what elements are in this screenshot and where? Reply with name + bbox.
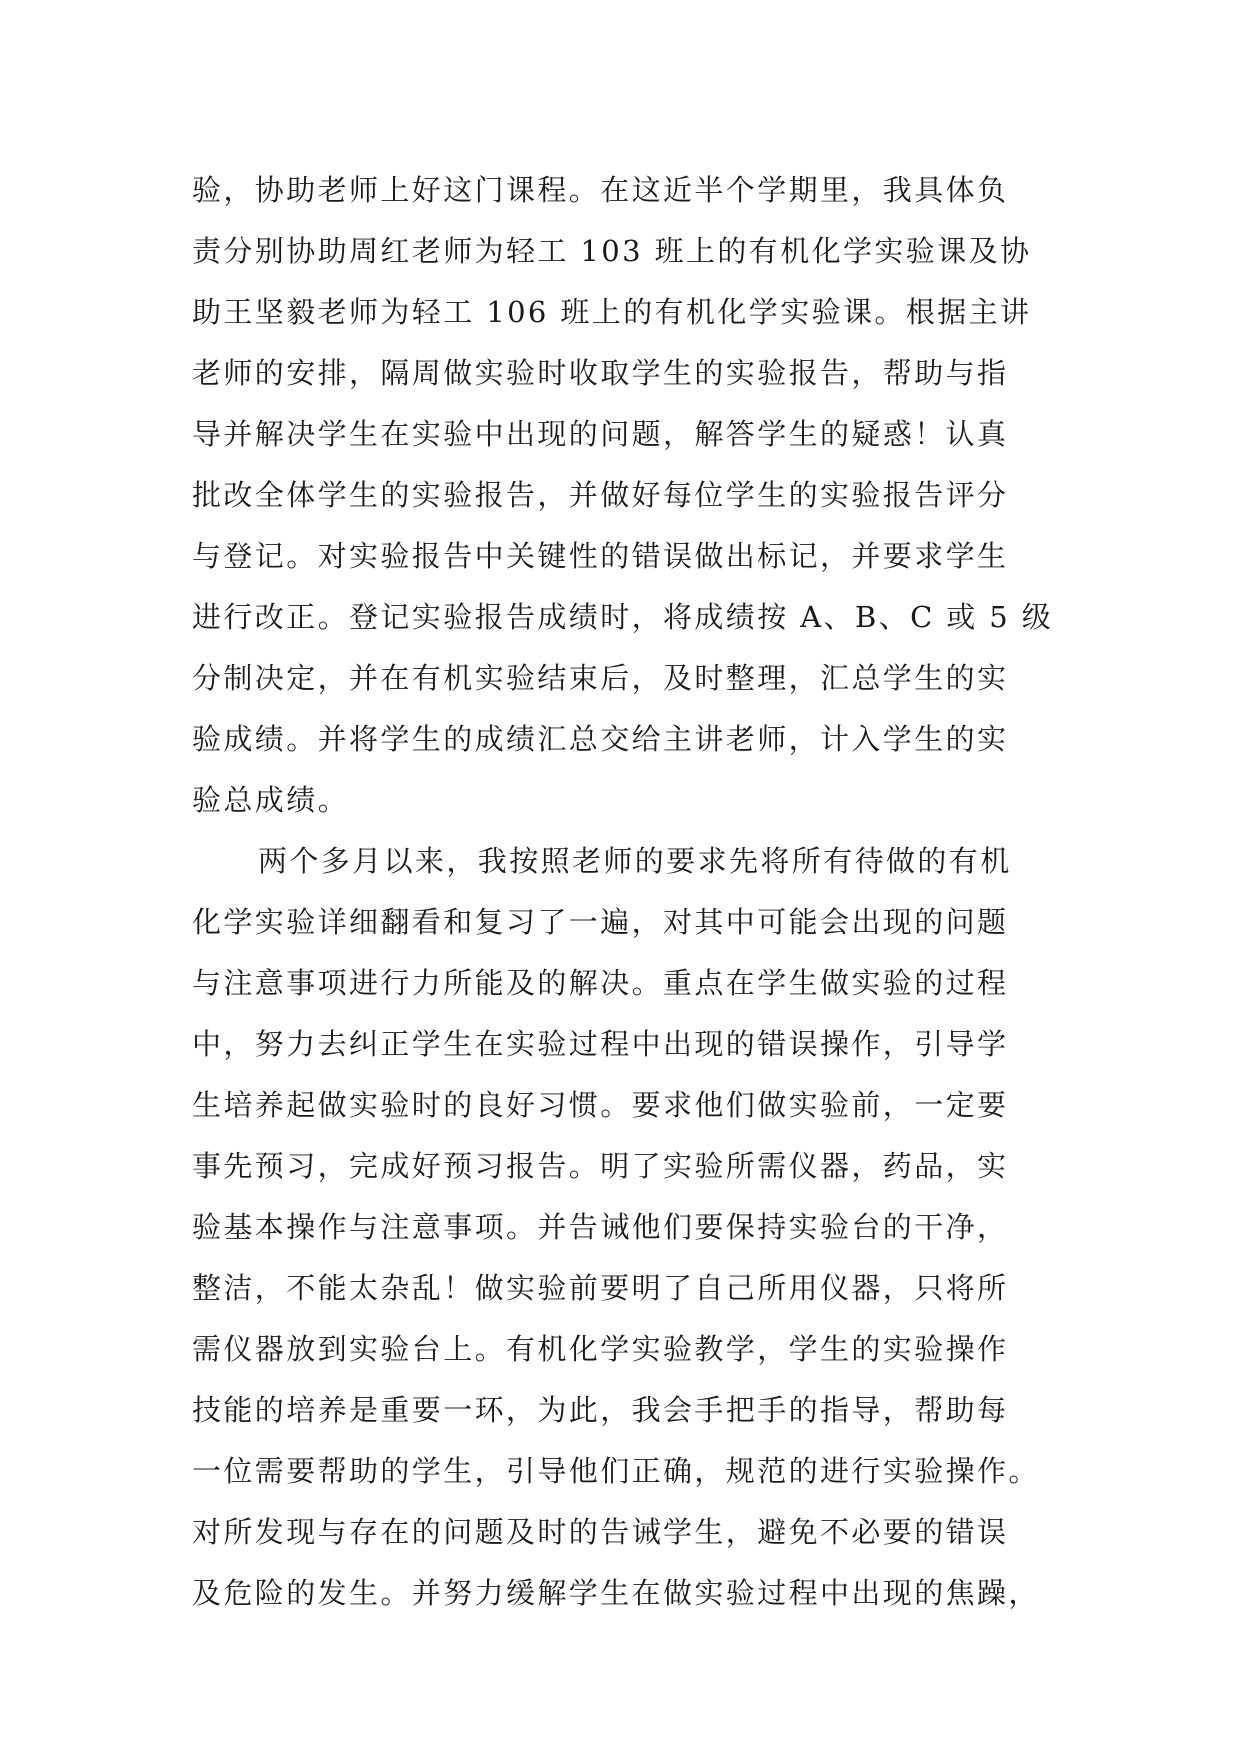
text-line: 验成绩。并将学生的成绩汇总交给主讲老师，计入学生的实 [192,722,1009,756]
text-line: 老师的安排，隔周做实验时收取学生的实验报告，帮助与指 [192,356,1009,390]
text-line: 助王坚毅老师为轻工 106 班上的有机化学实验课。根据主讲 [192,295,1032,329]
text-line: 需仪器放到实验台上。有机化学实验教学，学生的实验操作 [192,1332,1009,1366]
text-line: 与登记。对实验报告中关键性的错误做出标记，并要求学生 [192,539,1009,573]
text-line: 化学实验详细翻看和复习了一遍，对其中可能会出现的问题 [192,905,1009,939]
text-line: 两个多月以来，我按照老师的要求先将所有待做的有机 [258,844,1012,878]
text-line: 事先预习，完成好预习报告。明了实验所需仪器，药品，实 [192,1149,1009,1183]
text-line: 验总成绩。 [192,783,350,817]
paragraph [192,160,1062,831]
text-line: 中，努力去纠正学生在实验过程中出现的错误操作，引导学 [192,1027,1009,1061]
paragraph [192,831,1062,1624]
text-line: 批改全体学生的实验报告，并做好每位学生的实验报告评分 [192,478,1009,512]
text-line: 责分别协助周红老师为轻工 103 班上的有机化学实验课及协 [192,234,1032,268]
text-line: 分制决定，并在有机实验结束后，及时整理，汇总学生的实 [192,661,1009,695]
text-line: 生培养起做实验时的良好习惯。要求他们做实验前，一定要 [192,1088,1009,1122]
text-line: 导并解决学生在实验中出现的问题，解答学生的疑惑！认真 [192,417,1009,451]
text-line: 整洁，不能太杂乱！做实验前要明了自己所用仪器，只将所 [192,1271,1009,1305]
text-line: 与注意事项进行力所能及的解决。重点在学生做实验的过程 [192,966,1009,1000]
text-line: 进行改正。登记实验报告成绩时，将成绩按 A、B、C 或 5 级 [192,600,1054,634]
body-text [192,160,1062,1624]
text-line: 及危险的发生。并努力缓解学生在做实验过程中出现的焦躁， [192,1576,1040,1610]
text-line: 验基本操作与注意事项。并告诫他们要保持实验台的干净， [192,1210,1009,1244]
text-line: 验，协助老师上好这门课程。在这近半个学期里，我具体负 [192,173,1009,207]
text-line: 一位需要帮助的学生，引导他们正确，规范的进行实验操作。 [192,1454,1040,1488]
text-line: 技能的培养是重要一环，为此，我会手把手的指导，帮助每 [192,1393,1009,1427]
text-line: 对所发现与存在的问题及时的告诫学生，避免不必要的错误 [192,1515,1009,1549]
